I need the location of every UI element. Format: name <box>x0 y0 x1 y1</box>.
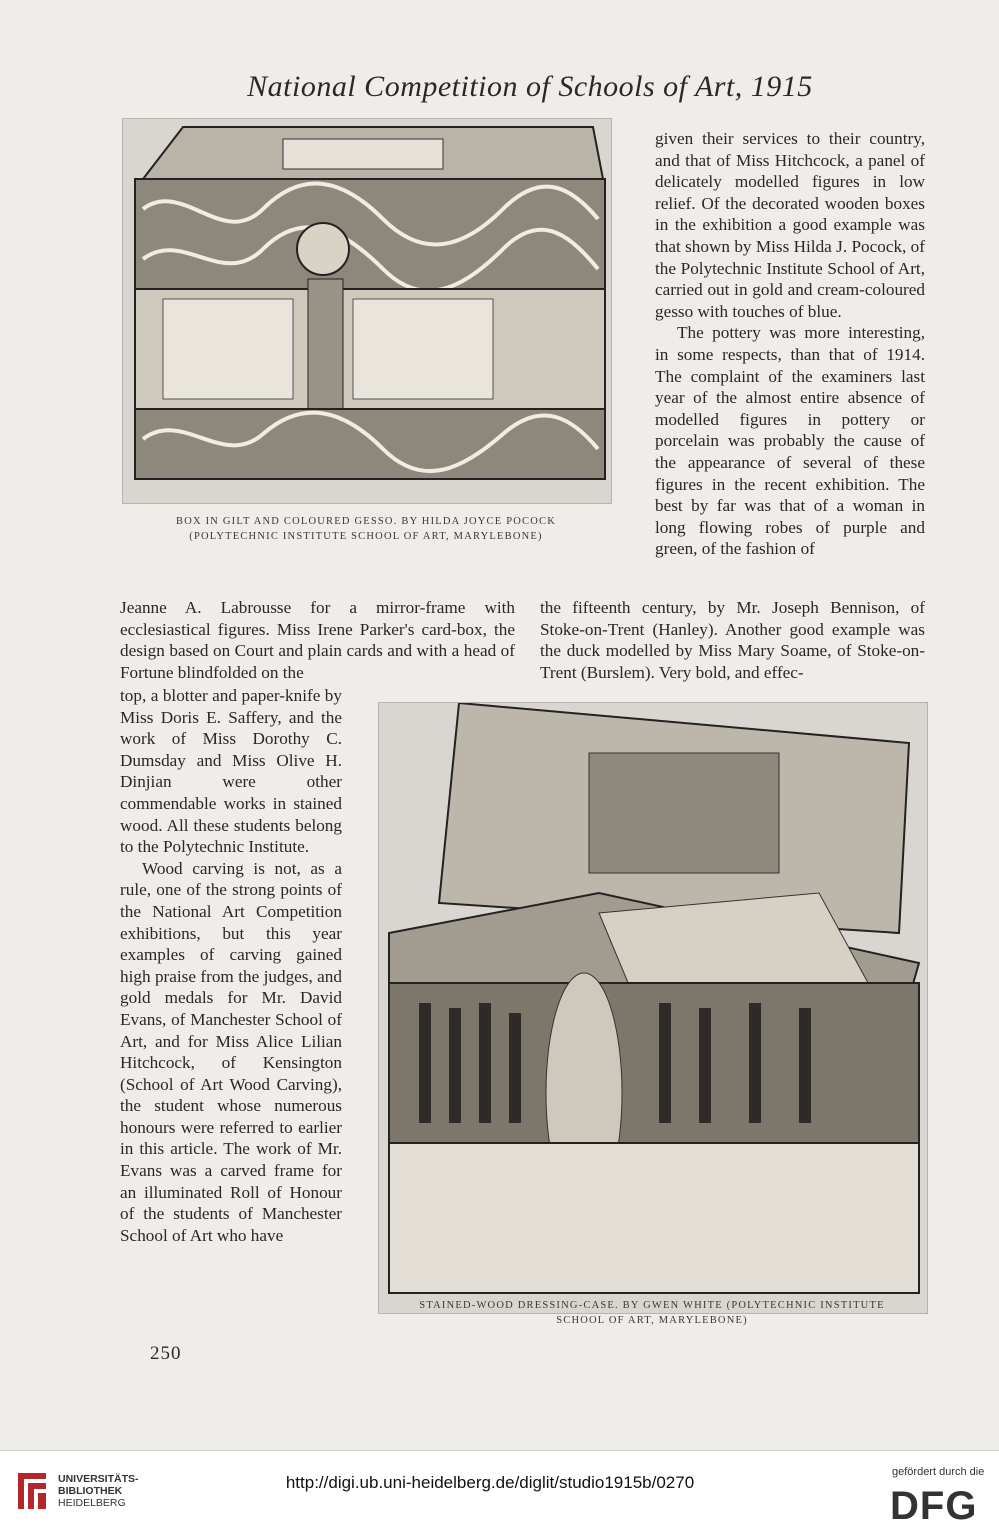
library-footer <box>0 1450 999 1534</box>
permalink[interactable]: http://digi.ub.uni-heidelberg.de/diglit/studio1915b/0270 <box>285 1473 695 1492</box>
case-caption-line-2: SCHOOL OF ART, MARYLEBONE) <box>556 1315 748 1326</box>
box-caption-line-2: (POLYTECHNIC INSTITUTE SCHOOL OF ART, MARYLEBONE) <box>189 531 543 542</box>
dressing-case-illustration <box>378 702 928 1314</box>
paragraph: the fifteenth century, by Mr. Joseph Bennison, of Stoke-on-Trent (Hanley). Another good example was the duck modelled by Miss Mary Soame, of Stoke-on-Trent (Burslem). Very bold, and effec- <box>540 598 925 682</box>
library-name <box>58 1473 139 1509</box>
paragraph: top, a blotter and paper-knife by Miss Doris E. Saffery, and the work of Miss Dorothy C. Dumsday and Miss Olive H. Dinjian were other commendable works in stained wood. All these students belong to the Polytechnic Institute. <box>120 686 342 857</box>
paragraph: The pottery was more interesting, in some respects, than that of 1914. The complaint of the examiners last year of the almost entire absence of modelled figures in pottery or porcelain was probably the cause of the appearance of several of these figures in the recent exhibition. The best by far was that of a woman in long flowing robes of purple and green, of the fashion of <box>655 323 925 559</box>
paragraph: Jeanne A. Labrousse for a mirror-frame with ecclesiastical figures. Miss Irene Parker's card-box, the design based on Court and plain cards and with a head of Fortune blindfolded on the <box>120 598 515 682</box>
right-column-mid <box>540 597 925 683</box>
box-caption-line-1: BOX IN GILT AND COLOURED GESSO. BY HILDA JOYCE POCOCK <box>176 516 556 527</box>
library-name-line-2: BIBLIOTHEK <box>58 1485 123 1497</box>
dressing-case-caption <box>378 1298 926 1328</box>
left-narrow-column <box>120 685 342 1246</box>
box-illustration <box>122 118 612 504</box>
dressing-case-drawing <box>379 703 927 1313</box>
paragraph: Wood carving is not, as a rule, one of the strong points of the National Art Competition exhibitions, but this year examples of carving gained high praise from the judges, and gold medals for Mr. David Evans, of Manchester School of Art, and for Miss Alice Lilian Hitchcock, of Kensington (School of Art Wood Carving), the student whose numerous honours were referred to earlier in this article. The work of Mr. Evans was a carved frame for an illuminated Roll of Honour of the students of Manchester School of Art who have <box>120 858 342 1245</box>
page-number: 250 <box>150 1343 182 1364</box>
library-name-line-1: UNIVERSITÄTS- <box>58 1473 139 1485</box>
right-column-top <box>655 128 925 560</box>
left-column-mid <box>120 597 515 683</box>
paragraph: given their services to their country, and that of Miss Hitchcock, a panel of delicately modelled figures in low relief. Of the decorated wooden boxes in the exhibition a good example was that shown by Miss Hilda J. Pocock, of the Polytechnic Institute School of Art, carried out in gold and cream-coloured gesso with touches of blue. <box>655 129 925 321</box>
funded-by-label: gefördert durch die <box>892 1466 985 1478</box>
dfg-logo: DFG <box>890 1484 978 1528</box>
gesso-box-drawing <box>123 119 611 503</box>
running-title: National Competition of Schools of Art, 1915 <box>247 70 813 103</box>
case-caption-line-1: STAINED-WOOD DRESSING-CASE. BY GWEN WHITE (POLYTECHNIC INSTITUTE <box>419 1300 885 1311</box>
library-name-line-3: HEIDELBERG <box>58 1497 126 1509</box>
library-logo-icon <box>14 1469 50 1513</box>
box-caption <box>122 514 610 544</box>
